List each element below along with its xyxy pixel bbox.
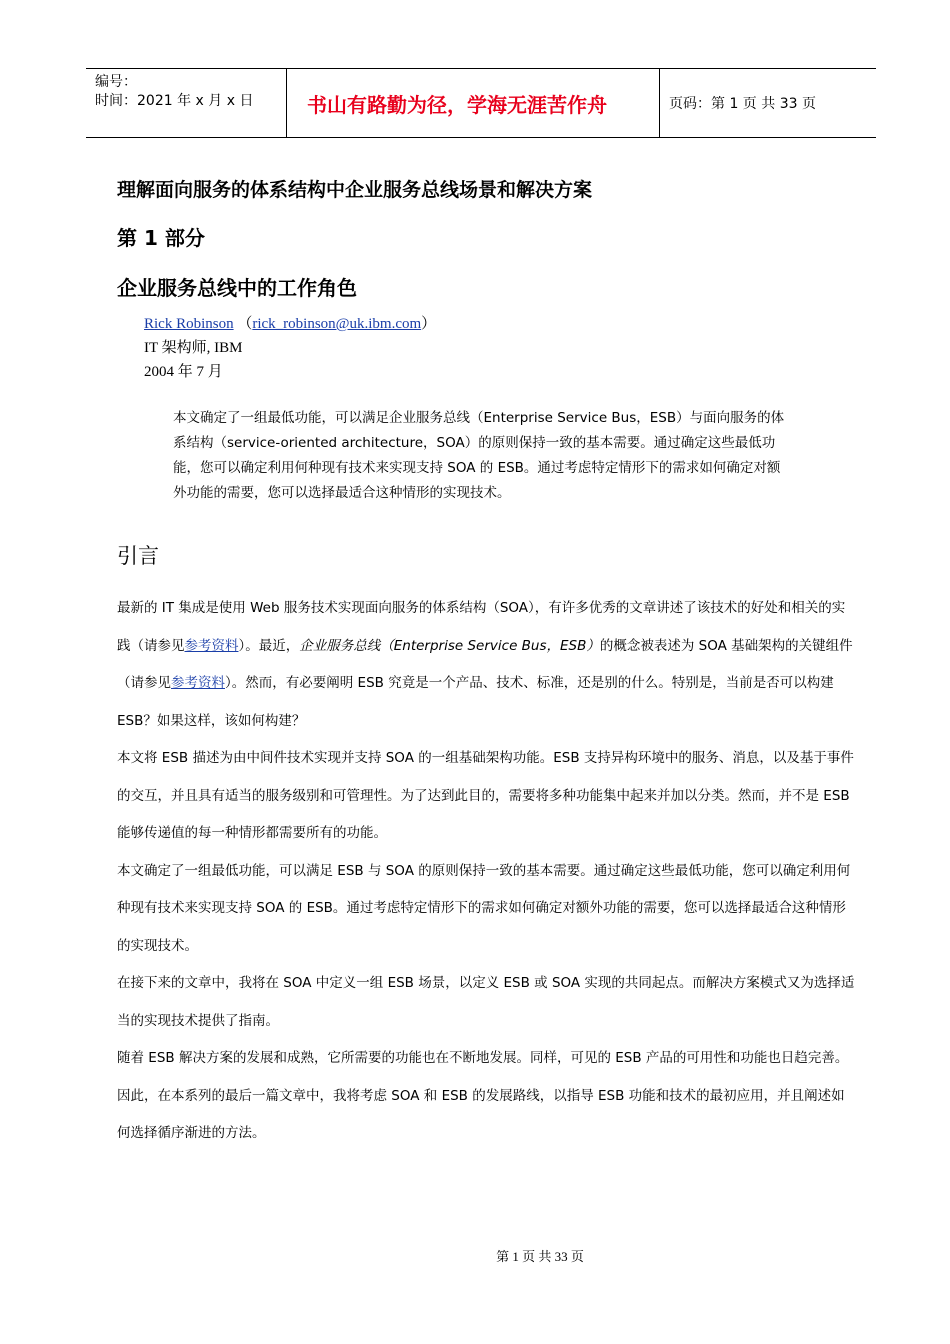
reference-link[interactable]: 参考资料 (184, 637, 239, 654)
abstract: 本文确定了一组最低功能，可以满足企业服务总线（Enterprise Service Bus，ESB）与面向服务的体系结构（service-oriented architecture，SOA）的原则保持一致的基本需要。通过确定这些最低功能，您可以确定利用何种现有技术来实现支持 SOA 的 ESB。通过考虑特定情形下的需求如何确定对额外功能的需要，您可以选择最适合这种情形的实现技术。 (173, 410, 785, 501)
author-email-link[interactable]: rick_robinson@uk.ibm.com (252, 316, 422, 332)
header-motto: 书山有路勤为径，学海无涯苦作舟 (287, 69, 660, 137)
subtitle: 企业服务总线中的工作角色 (117, 276, 357, 300)
document-header (86, 68, 876, 138)
page-footer: 第 1 页 共 33 页 (496, 1249, 584, 1264)
email-close-paren: ） (421, 316, 437, 332)
reference-link[interactable]: 参考资料 (171, 675, 225, 691)
author-role: IT 架构师, IBM (144, 340, 243, 356)
intro-body (117, 590, 857, 1153)
intro-paragraph-3: 本文确定了一组最低功能，可以满足 ESB 与 SOA 的原则保持一致的基本需要。通过确定这些最低功能，您可以确定利用何种现有技术来实现支持 SOA 的 ESB。通过考虑特定情形下的需求如何确定对额外功能的需要，您可以选择最适合这种情形的实现技术。 (117, 862, 851, 954)
time-label: 时间：2021 年 x 月 x 日 (95, 93, 254, 109)
main-title: 理解面向服务的体系结构中企业服务总线场景和解决方案 (117, 179, 593, 201)
esb-term: 企业服务总线（Enterprise Service Bus，ESB） (299, 637, 600, 654)
intro-paragraph-5: 随着 ESB 解决方案的发展和成熟，它所需要的功能也在不断地发展。同样，可见的 ESB 产品的可用性和功能也日趋完善。因此，在本系列的最后一篇文章中，我将考虑 SOA 和 ESB 的发展路线，以指导 ESB 功能和技术的最初应用，并且阐述如何选择循序渐进的方法。 (117, 1050, 849, 1141)
author-name-link[interactable]: Rick Robinson (144, 316, 234, 332)
author-block (144, 312, 436, 384)
intro-paragraph-2: 本文将 ESB 描述为由中间件技术实现并支持 SOA 的一组基础架构功能。ESB 支持异构环境中的服务、消息，以及基于事件的交互，并且具有适当的服务级别和可管理性。为了达到此目的，需要将多种功能集中起来并加以分类。然而，并不是 ESB 能够传递值的每一种情形都需要所有的功能。 (117, 750, 854, 841)
intro-paragraph-4: 在接下来的文章中，我将在 SOA 中定义一组 ESB 场景，以定义 ESB 或 SOA 实现的共同起点。而解决方案模式又为选择适当的实现技术提供了指南。 (117, 975, 855, 1029)
number-label: 编号： (95, 74, 137, 90)
header-meta (86, 69, 287, 137)
email-open-paren: （ (237, 316, 253, 332)
section-heading-intro: 引言 (117, 544, 159, 568)
part-title: 第 1 部分 (117, 226, 205, 250)
intro-paragraph-1: 最新的 IT 集成是使用 Web 服务技术实现面向服务的体系结构（SOA），有许多优秀的文章讲述了该技术的好处和相关的实践（请参见参考资料）。最近，企业服务总线（Enterprise Service Bus，ESB）的概念被表述为 SOA 基础架构的关键组件（请参见参考资料）。然而，有必要阐明 ESB 究竟是一个产品、技术、标准，还是别的什么。特别是，当前是否可以构建 ESB？如果这样，该如何构建？ (117, 600, 853, 729)
publish-date: 2004 年 7 月 (144, 364, 223, 380)
header-page-info: 页码：第 1 页 共 33 页 (669, 96, 816, 112)
